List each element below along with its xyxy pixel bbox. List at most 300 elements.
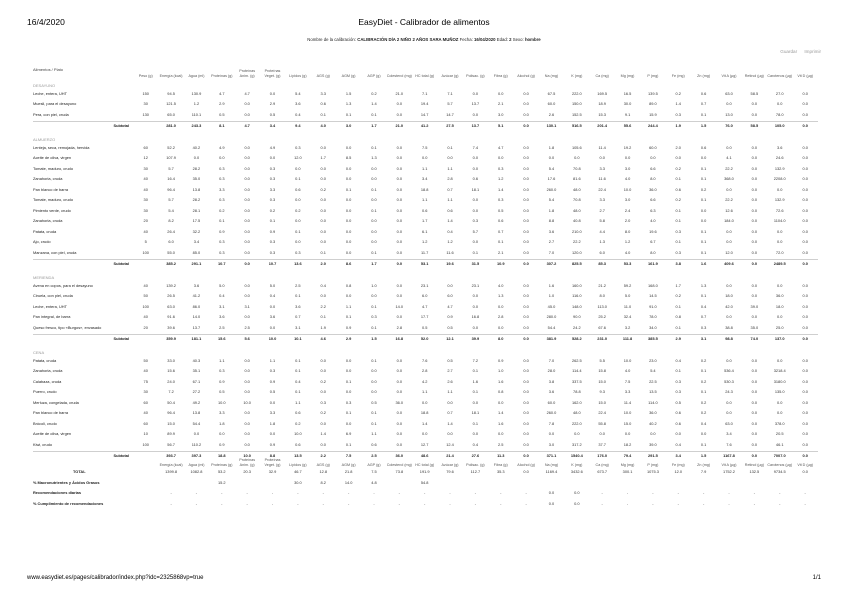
nutrient-value: 0.3 bbox=[371, 314, 377, 320]
nutrient-value: 2.8 bbox=[447, 176, 453, 182]
nutrient-value: 0.1 bbox=[345, 186, 352, 192]
nutrient-value: 32.2 bbox=[192, 228, 201, 234]
nutrient-value: 0.0 bbox=[523, 165, 529, 171]
nutrient-value: 18.0 bbox=[725, 293, 733, 299]
nutrient-value: 0.0 bbox=[523, 314, 529, 320]
food-row[interactable] bbox=[33, 175, 818, 186]
nutrient-value: 3.6 bbox=[776, 144, 783, 150]
totals-value bbox=[513, 478, 538, 489]
food-name[interactable]: Leche, entera, UHT bbox=[33, 90, 67, 96]
nutrient-value: 0.0 bbox=[396, 410, 403, 416]
nutrient-value: 5.0 bbox=[269, 282, 276, 288]
nutrient-value: 1.6 bbox=[472, 378, 479, 384]
food-row[interactable] bbox=[33, 430, 818, 441]
nutrient-value: 0.3 bbox=[675, 111, 681, 117]
nutrient-value: 4.7 bbox=[219, 90, 225, 96]
subtotal-value: 79.4 bbox=[615, 451, 640, 462]
nutrient-value: 0.0 bbox=[244, 165, 250, 171]
nutrient-value: 1.3 bbox=[700, 282, 707, 288]
nutrient-value: 0.0 bbox=[396, 378, 403, 384]
meal-name: MERIENDA bbox=[33, 275, 55, 281]
food-name[interactable]: Avena en copos, para el desayuno bbox=[33, 282, 93, 288]
nutrient-value: 0.0 bbox=[396, 368, 403, 374]
nutrient-value: 0.6 bbox=[421, 207, 428, 213]
nutrient-value: 0.0 bbox=[345, 207, 352, 213]
nutrient-value: 0.0 bbox=[447, 282, 453, 288]
nutrient-value: 0.2 bbox=[219, 207, 225, 213]
subtotal-value: 0.0 bbox=[792, 121, 818, 132]
nutrient-value: 50 bbox=[143, 293, 148, 299]
subtotal-value: 11.3 bbox=[488, 451, 513, 462]
food-row[interactable] bbox=[33, 154, 818, 165]
nutrient-value: 0.0 bbox=[472, 207, 479, 213]
nutrient-value: 0.1 bbox=[472, 249, 479, 255]
nutrient-value: 3.0 bbox=[624, 165, 631, 171]
food-name[interactable]: Aceite de oliva, virgen bbox=[33, 431, 72, 437]
food-name[interactable]: Pan integral, de barra bbox=[33, 314, 71, 320]
nutrient-value: 7.0 bbox=[548, 249, 555, 255]
nutrient-value: 1.1 bbox=[421, 165, 428, 171]
food-row[interactable] bbox=[33, 419, 818, 430]
nutrient-value: 0.0 bbox=[751, 357, 758, 363]
nutrient-value: 100 bbox=[142, 249, 149, 255]
totals-value bbox=[590, 478, 615, 489]
totals-value: 0.0 bbox=[548, 490, 555, 496]
nutrient-value: 0.0 bbox=[345, 249, 352, 255]
nutrient-value: 0.1 bbox=[498, 239, 504, 245]
nutrient-value: 1.3 bbox=[599, 239, 605, 245]
nutrient-value: 0.3 bbox=[675, 249, 681, 255]
nutrient-value: 12.4 bbox=[446, 441, 454, 447]
nutrient-value: 0.0 bbox=[498, 324, 504, 330]
nutrient-value: 94.5 bbox=[167, 90, 175, 96]
nutrient-value: 0.0 bbox=[396, 249, 403, 255]
nutrient-value: 1.6 bbox=[498, 420, 504, 426]
nutrient-value: 0.3 bbox=[219, 239, 225, 245]
totals-value: 4.8 bbox=[371, 479, 377, 485]
nutrient-value: 16.4 bbox=[167, 176, 175, 182]
nutrient-value: 3.3 bbox=[320, 90, 326, 96]
nutrient-value: 40 bbox=[143, 314, 148, 320]
nutrient-value: 1.2 bbox=[498, 176, 504, 182]
nutrient-value: 0.0 bbox=[244, 186, 250, 192]
nutrient-value: 0.0 bbox=[371, 378, 377, 384]
nutrient-value: 1.0 bbox=[548, 293, 555, 299]
nutrient-value: 5.4 bbox=[548, 165, 555, 171]
totals-value: 191.9 bbox=[419, 469, 430, 475]
food-row[interactable] bbox=[33, 217, 818, 228]
nutrient-value: 2.8 bbox=[396, 324, 403, 330]
totals-value: 7.9 bbox=[700, 469, 707, 475]
nutrient-value: 0.0 bbox=[447, 155, 453, 161]
food-name[interactable]: Brócoli, crudo bbox=[33, 420, 57, 426]
nutrient-value: 3.6 bbox=[269, 314, 276, 320]
nutrient-value: 0.0 bbox=[751, 207, 758, 213]
food-name[interactable]: Zanahoria, cruda bbox=[33, 176, 63, 182]
subtotal-value: 8.0 bbox=[488, 334, 513, 345]
totals-value: 1075.3 bbox=[646, 469, 659, 475]
totals-column-header: HC total (g) bbox=[415, 462, 435, 467]
nutrient-value: 0.0 bbox=[700, 218, 707, 224]
nutrient-value: 1.4 bbox=[675, 101, 681, 107]
nutrient-value: 0.0 bbox=[345, 389, 352, 395]
food-name[interactable]: Pimiento verde, crudo bbox=[33, 207, 71, 213]
nutrient-value: 3.3 bbox=[599, 197, 605, 203]
nutrient-value: 0.0 bbox=[371, 239, 377, 245]
food-row[interactable] bbox=[33, 388, 818, 399]
nutrient-value: 14.7 bbox=[446, 111, 454, 117]
totals-value: - bbox=[500, 500, 502, 506]
food-row[interactable] bbox=[33, 164, 818, 175]
totals-table bbox=[33, 452, 818, 509]
subtotal-value: 10.7 bbox=[260, 259, 285, 270]
subtotal-value: 516.5 bbox=[564, 121, 589, 132]
nutrient-value: 3.6 bbox=[193, 282, 200, 288]
nutrient-value: 0.0 bbox=[802, 420, 808, 426]
totals-value: - bbox=[652, 500, 654, 506]
food-name[interactable]: Patata, cruda bbox=[33, 357, 57, 363]
nutrient-value: 0.6 bbox=[498, 218, 504, 224]
food-name[interactable]: Kiwi, crudo bbox=[33, 441, 53, 447]
totals-column-header: Vit A (µg) bbox=[721, 462, 737, 467]
nutrient-value: 280.0 bbox=[546, 314, 557, 320]
subtotal-value: 281.0 bbox=[158, 121, 183, 132]
subtotal-value: 52.0 bbox=[412, 334, 437, 345]
subtotal-row bbox=[33, 334, 818, 345]
food-name[interactable]: Zanahoria, cruda bbox=[33, 218, 63, 224]
nutrient-value: 1.4 bbox=[498, 410, 504, 416]
nutrient-value: 0.0 bbox=[751, 155, 758, 161]
totals-value bbox=[488, 478, 513, 489]
nutrient-value: 0.0 bbox=[472, 165, 479, 171]
nutrient-value: 30.0 bbox=[623, 101, 632, 107]
nutrient-value: 160.0 bbox=[571, 282, 582, 288]
nutrient-value: 1.4 bbox=[447, 420, 453, 426]
subtotal-value: 231.0 bbox=[590, 334, 615, 345]
nutrient-value: 0.2 bbox=[269, 207, 276, 213]
nutrient-value: 0.1 bbox=[675, 207, 681, 213]
nutrient-value: 0.1 bbox=[371, 207, 377, 213]
calibration-name: CALIBRACIÓN DÍA 2 NIÑO 2 AÑOS SARA MUÑOZ bbox=[357, 37, 459, 42]
subtotal-value: 291.5 bbox=[640, 451, 665, 462]
subtotal-value: 5.6 bbox=[234, 334, 259, 345]
nutrient-value: 0.0 bbox=[472, 303, 479, 309]
food-row[interactable] bbox=[33, 356, 818, 367]
totals-value bbox=[564, 478, 589, 489]
totals-value: - bbox=[398, 490, 400, 496]
totals-value: - bbox=[753, 490, 755, 496]
food-row[interactable] bbox=[33, 323, 818, 334]
nutrient-value: 3218.4 bbox=[773, 368, 786, 374]
food-name[interactable]: Lenteja, seca, remojada, hervida bbox=[33, 144, 90, 150]
nutrient-value: 0.0 bbox=[320, 207, 326, 213]
nutrient-value: 0.2 bbox=[295, 420, 301, 426]
food-name[interactable]: Pan blanco de barra bbox=[33, 186, 69, 192]
subtotal-value: 4.6 bbox=[311, 334, 336, 345]
subtotal-value: 55.6 bbox=[615, 121, 640, 132]
nutrient-value: 40 bbox=[143, 282, 148, 288]
nutrient-value: 0.1 bbox=[700, 249, 707, 255]
nutrient-value: 0.0 bbox=[320, 368, 326, 374]
nutrient-value: 52.2 bbox=[167, 144, 175, 150]
nutrient-value: 10.0 bbox=[218, 399, 226, 405]
nutrient-value: 0.1 bbox=[371, 303, 377, 309]
nutrient-value: 0.1 bbox=[675, 239, 681, 245]
totals-value: 73.8 bbox=[395, 469, 404, 475]
nutrient-value: 0.1 bbox=[371, 420, 377, 426]
nutrient-value: 22.2 bbox=[725, 197, 733, 203]
column-header: P (mg) bbox=[647, 73, 659, 78]
subtotal-value: 21.0 bbox=[387, 121, 412, 132]
totals-value: 54.8 bbox=[420, 479, 429, 485]
subtotal-value: 98.8 bbox=[716, 334, 741, 345]
nutrient-value: 0.0 bbox=[802, 197, 808, 203]
column-header: Na (mg) bbox=[544, 73, 559, 78]
food-name[interactable]: Manzana, con piel, cruda bbox=[33, 249, 77, 255]
nutrient-value: 210.0 bbox=[571, 228, 582, 234]
nutrient-value: 28.1 bbox=[192, 207, 201, 213]
nutrient-value: 16.8 bbox=[471, 314, 480, 320]
subtotal-value: 19.6 bbox=[437, 259, 462, 270]
food-name[interactable]: Merluza, congelada, cruda bbox=[33, 399, 79, 405]
nutrient-value: 8.5 bbox=[345, 155, 352, 161]
nutrient-value: 1.5 bbox=[345, 90, 352, 96]
column-header: Polisac. (g) bbox=[466, 73, 485, 78]
nutrient-value: 3.6 bbox=[295, 101, 301, 107]
food-row[interactable] bbox=[33, 398, 818, 409]
nutrient-value: 0.0 bbox=[244, 197, 250, 203]
food-row[interactable] bbox=[33, 440, 818, 451]
nutrient-value: 0.0 bbox=[802, 239, 808, 245]
subtotal-value: 76.0 bbox=[716, 121, 741, 132]
column-header: Proteínas Veget. (g) bbox=[264, 69, 281, 78]
nutrient-value: 14.0 bbox=[395, 303, 404, 309]
food-name[interactable]: Tomate, maduro, crudo bbox=[33, 165, 74, 171]
food-row[interactable] bbox=[33, 281, 818, 292]
totals-value bbox=[260, 478, 285, 489]
nutrient-value: 13.0 bbox=[725, 111, 733, 117]
nutrient-value: 0.0 bbox=[498, 155, 504, 161]
food-row[interactable] bbox=[33, 248, 818, 259]
totals-value: - bbox=[702, 490, 705, 496]
nutrient-value: 78.0 bbox=[649, 314, 657, 320]
nutrient-value: 3.4 bbox=[726, 431, 732, 437]
food-row[interactable] bbox=[33, 227, 818, 238]
nutrient-value: 55.0 bbox=[167, 249, 175, 255]
food-row[interactable] bbox=[33, 377, 818, 388]
nutrient-value: 1.1 bbox=[345, 303, 352, 309]
nutrient-value: 15.0 bbox=[623, 420, 632, 426]
totals-value bbox=[742, 478, 767, 489]
totals-value: - bbox=[246, 500, 248, 506]
nutrient-value: 0.1 bbox=[371, 111, 377, 117]
nutrient-value: 0.1 bbox=[320, 249, 326, 255]
nutrient-value: 18.2 bbox=[623, 441, 632, 447]
nutrient-value: 0.0 bbox=[751, 389, 758, 395]
nutrient-value: 0.3 bbox=[295, 249, 301, 255]
nutrient-value: 0.0 bbox=[371, 176, 377, 182]
nutrient-value: 4.0 bbox=[498, 282, 504, 288]
nutrient-value: 0.0 bbox=[295, 239, 301, 245]
subtotal-value: 2489.5 bbox=[767, 259, 792, 270]
food-name[interactable]: Pan blanco de barra bbox=[33, 410, 69, 416]
nutrient-value: 0.0 bbox=[751, 282, 758, 288]
totals-value: - bbox=[373, 500, 375, 506]
subtotal-value: 201.4 bbox=[590, 121, 615, 132]
nutrient-value: 0.0 bbox=[269, 324, 276, 330]
subtotal-value: 39.9 bbox=[463, 334, 488, 345]
food-row[interactable] bbox=[33, 313, 818, 324]
totals-value: - bbox=[601, 490, 603, 496]
totals-value bbox=[463, 478, 488, 489]
food-name[interactable]: Zanahoria, cruda bbox=[33, 368, 63, 374]
nutrient-value: 28.0 bbox=[547, 368, 556, 374]
nutrient-value: 26.4 bbox=[167, 228, 175, 234]
nutrient-value: 0.0 bbox=[523, 378, 529, 384]
food-name[interactable]: Muesli, para el desayuno bbox=[33, 101, 77, 107]
totals-value: - bbox=[347, 490, 350, 496]
nutrient-value: 48.0 bbox=[573, 186, 581, 192]
subtotal-value: 7.5 bbox=[336, 451, 361, 462]
nutrient-value: 19.6 bbox=[649, 228, 657, 234]
subtotal-value: 31.5 bbox=[463, 259, 488, 270]
food-name[interactable]: Tomate, maduro, crudo bbox=[33, 197, 74, 203]
nutrient-value: 0.1 bbox=[345, 378, 352, 384]
nutrient-value: 0.0 bbox=[472, 111, 479, 117]
nutrient-value: 0.0 bbox=[244, 410, 250, 416]
totals-row-label: TOTAL bbox=[73, 469, 86, 475]
nutrient-value: 0.0 bbox=[802, 165, 808, 171]
nutrient-value: 0.1 bbox=[371, 357, 377, 363]
nutrient-value: 21.0 bbox=[395, 90, 404, 96]
food-row[interactable] bbox=[33, 302, 818, 313]
subtotal-value: 8.6 bbox=[336, 259, 361, 270]
nutrient-value: 1.1 bbox=[447, 389, 453, 395]
food-row[interactable] bbox=[33, 409, 818, 420]
nutrient-value: 107.9 bbox=[166, 155, 176, 161]
nutrient-value: 0.0 bbox=[751, 293, 758, 299]
nutrient-value: 0.1 bbox=[295, 176, 301, 182]
nutrient-value: 35.0 bbox=[750, 324, 759, 330]
subtotal-value: 0.0 bbox=[792, 451, 818, 462]
food-name[interactable]: Ciruela, con piel, cruda bbox=[33, 293, 73, 299]
nutrient-value: 7.2 bbox=[168, 389, 174, 395]
subtotal-label: Subtotal bbox=[33, 451, 133, 462]
subtotal-value: 825.5 bbox=[564, 259, 589, 270]
nutrient-value: 0.2 bbox=[675, 90, 681, 96]
nutrient-value: 0.0 bbox=[802, 249, 808, 255]
print-link[interactable]: Imprimir bbox=[804, 49, 821, 54]
totals-value: - bbox=[322, 490, 324, 496]
nutrient-value: 2.5 bbox=[219, 324, 225, 330]
nutrient-value: 18.8 bbox=[420, 410, 429, 416]
nutrient-value: 24.0 bbox=[167, 378, 175, 384]
totals-value bbox=[615, 478, 640, 489]
totals-value: - bbox=[474, 500, 477, 506]
food-name[interactable]: Leche, entera, UHT bbox=[33, 303, 67, 309]
nutrient-value: 0.0 bbox=[802, 90, 808, 96]
totals-value: - bbox=[271, 500, 274, 506]
nutrient-value: 0.1 bbox=[345, 314, 352, 320]
nutrient-value: 3.4 bbox=[421, 176, 428, 182]
nutrient-value: 0.0 bbox=[345, 368, 352, 374]
food-row[interactable] bbox=[33, 185, 818, 196]
food-name[interactable]: Puerro, crudo bbox=[33, 389, 57, 395]
nutrient-value: 100 bbox=[142, 441, 149, 447]
food-name[interactable]: Queso fresco, tipo «Burgos», envasado bbox=[33, 324, 102, 330]
food-name[interactable]: Aceite de oliva, virgen bbox=[33, 155, 72, 161]
nutrient-value: 0.0 bbox=[802, 410, 808, 416]
totals-column-header: Colesterol (mg) bbox=[386, 462, 412, 467]
nutrient-value: 36.0 bbox=[649, 410, 657, 416]
nutrient-value: 0.3 bbox=[320, 399, 326, 405]
food-name[interactable]: Ajo, crudo bbox=[33, 239, 51, 245]
nutrient-value: 3.3 bbox=[624, 389, 631, 395]
nutrient-value: 0.1 bbox=[675, 368, 681, 374]
nutrient-value: 0.0 bbox=[244, 420, 250, 426]
nutrient-value: 0.1 bbox=[700, 111, 707, 117]
food-name[interactable]: Pera, con piel, cruda bbox=[33, 111, 69, 117]
nutrient-value: 3.0 bbox=[548, 441, 555, 447]
nutrient-value: 0.0 bbox=[523, 197, 529, 203]
nutrient-value: 24.2 bbox=[573, 324, 581, 330]
food-row[interactable] bbox=[33, 238, 818, 249]
nutrient-value: 5.4 bbox=[650, 368, 656, 374]
nutrient-value: 0.0 bbox=[320, 165, 326, 171]
nutrient-value: 0.7 bbox=[498, 228, 504, 234]
totals-value: - bbox=[804, 500, 806, 506]
food-row[interactable] bbox=[33, 292, 818, 303]
nutrient-value: 0.0 bbox=[472, 324, 479, 330]
nutrient-value: 4.2 bbox=[421, 378, 428, 384]
food-row[interactable] bbox=[33, 143, 818, 154]
food-name[interactable]: Calabaza, cruda bbox=[33, 378, 62, 384]
nutrient-value: 0.0 bbox=[345, 176, 352, 182]
food-row[interactable] bbox=[33, 367, 818, 378]
nutrient-value: 0.9 bbox=[498, 357, 504, 363]
nutrient-value: 39.0 bbox=[649, 441, 657, 447]
nutrient-value: 0.4 bbox=[295, 111, 301, 117]
food-row[interactable] bbox=[33, 110, 818, 121]
nutrient-value: 0.2 bbox=[295, 207, 301, 213]
save-link[interactable]: Guardar bbox=[780, 49, 798, 54]
nutrient-value: 54.4 bbox=[547, 324, 556, 330]
nutrient-value: 0.0 bbox=[396, 155, 403, 161]
nutrient-value: 41.2 bbox=[192, 293, 201, 299]
totals-value: - bbox=[804, 490, 806, 496]
nutrient-value: 17.6 bbox=[547, 176, 556, 182]
nutrient-value: 4.9 bbox=[269, 144, 276, 150]
nutrient-value: 0.0 bbox=[421, 155, 428, 161]
food-row[interactable] bbox=[33, 196, 818, 207]
food-name[interactable]: Patata, cruda bbox=[33, 228, 57, 234]
nutrient-value: 120.0 bbox=[571, 249, 582, 255]
food-row[interactable] bbox=[33, 100, 818, 111]
nutrient-value: 4.9 bbox=[219, 144, 225, 150]
nutrient-value: 1.1 bbox=[371, 431, 377, 437]
subtotal-value: 27.5 bbox=[437, 121, 462, 132]
nutrient-value: 0.0 bbox=[802, 368, 808, 374]
nutrient-value: 81.6 bbox=[573, 176, 581, 182]
subtotal-value: 1.5 bbox=[691, 121, 716, 132]
nutrient-value: 18.1 bbox=[471, 410, 480, 416]
food-row[interactable] bbox=[33, 206, 818, 217]
nutrient-value: 1.4 bbox=[498, 186, 504, 192]
nutrient-value: 0.0 bbox=[726, 357, 732, 363]
nutrient-value: 63.0 bbox=[167, 303, 175, 309]
nutrient-value: 1.2 bbox=[447, 239, 453, 245]
food-row[interactable] bbox=[33, 89, 818, 100]
